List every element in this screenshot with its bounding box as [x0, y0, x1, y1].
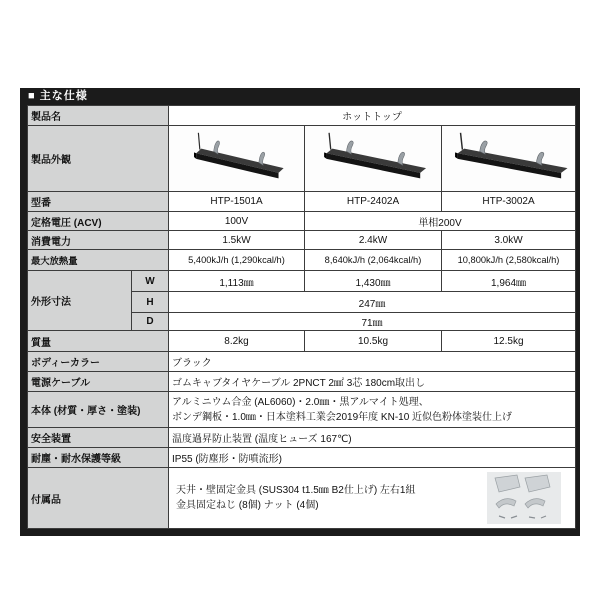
product-image-htp-2402a [305, 126, 442, 192]
heat-output-label: 最大放熱量 [28, 250, 169, 271]
power-value-1: 1.5kW [169, 231, 305, 250]
model-value-2: HTP-2402A [305, 192, 442, 212]
power-value-2: 2.4kW [305, 231, 442, 250]
safety-device-label: 安全装置 [28, 428, 169, 448]
dimensions-label: 外形寸法 [28, 271, 132, 331]
row-ip-rating [28, 448, 576, 468]
power-value-3: 3.0kW [442, 231, 576, 250]
dimension-w-value-1: 1,113㎜ [169, 271, 305, 292]
model-label: 型番 [28, 192, 169, 212]
row-weight [28, 331, 576, 352]
heat-output-value-3: 10,800kJ/h (2,580kcal/h) [442, 250, 576, 271]
row-heat-output [28, 250, 576, 271]
row-model [28, 192, 576, 212]
accessories-value [169, 468, 576, 529]
dimension-h-value: 247㎜ [169, 292, 576, 313]
product-name-label: 製品名 [28, 106, 169, 126]
spec-table [27, 105, 576, 529]
dimension-w-value-3: 1,964㎜ [442, 271, 576, 292]
row-product-name [28, 106, 576, 126]
voltage-value-1: 100V [169, 212, 305, 231]
heat-output-value-1: 5,400kJ/h (1,290kcal/h) [169, 250, 305, 271]
heater-illustration-large-icon [445, 130, 573, 184]
row-dimensions-w [28, 271, 576, 292]
safety-device-value: 温度過昇防止装置 (温度ヒューズ 167℃) [169, 428, 576, 448]
voltage-value-2: 単相200V [305, 212, 576, 231]
heater-illustration-small-icon [186, 130, 288, 184]
row-body-color [28, 352, 576, 372]
accessories-label: 付属品 [28, 468, 169, 529]
power-cable-value: ゴムキャブタイヤケーブル 2PNCT 2㎟ 3芯 180cm取出し [169, 372, 576, 392]
body-material-label: 本体 (材質・厚さ・塗装) [28, 392, 169, 428]
panel-title: ■ 主な仕様 [28, 90, 88, 102]
row-accessories [28, 468, 576, 529]
row-appearance [28, 126, 576, 192]
ip-rating-label: 耐塵・耐水保護等級 [28, 448, 169, 468]
body-material-value [169, 392, 576, 428]
heater-illustration-medium-icon [315, 130, 431, 184]
product-image-htp-1501a [169, 126, 305, 192]
product-name-value: ホットトップ [169, 106, 576, 126]
model-value-1: HTP-1501A [169, 192, 305, 212]
product-image-htp-3002a [442, 126, 576, 192]
dimension-d-label: D [132, 313, 169, 331]
accessories-line1: 天井・壁固定金具 (SUS304 t1.5㎜ B2仕上げ) 左右1組 [176, 485, 416, 496]
dimension-h-label: H [132, 292, 169, 313]
accessories-line2: 金具固定ねじ (8個) ナット (4個) [176, 500, 319, 511]
row-safety-device [28, 428, 576, 448]
dimension-w-label: W [132, 271, 169, 292]
dimension-w-value-2: 1,430㎜ [305, 271, 442, 292]
power-label: 消費電力 [28, 231, 169, 250]
row-voltage [28, 212, 576, 231]
row-body-material [28, 392, 576, 428]
body-color-value: ブラック [169, 352, 576, 372]
accessories-image [487, 472, 561, 524]
voltage-label: 定格電圧 (ACV) [28, 212, 169, 231]
dimension-d-value: 71㎜ [169, 313, 576, 331]
body-material-line1: アルミニウム合金 (AL6060)・2.0㎜・黒アルマイト処理、 [172, 396, 429, 408]
appearance-label: 製品外観 [28, 126, 169, 192]
body-material-line2: ボンデ鋼板・1.0㎜・日本塗料工業会2019年度 KN-10 近似色粉体塗装仕上げ [172, 411, 513, 423]
row-power-cable [28, 372, 576, 392]
mounting-bracket-icon [487, 472, 561, 524]
weight-value-1: 8.2kg [169, 331, 305, 352]
accessories-text [176, 483, 416, 513]
weight-value-2: 10.5kg [305, 331, 442, 352]
model-value-3: HTP-3002A [442, 192, 576, 212]
heat-output-value-2: 8,640kJ/h (2,064kcal/h) [305, 250, 442, 271]
ip-rating-value: IP55 (防塵形・防噴流形) [169, 448, 576, 468]
spec-panel [20, 88, 580, 536]
weight-label: 質量 [28, 331, 169, 352]
weight-value-3: 12.5kg [442, 331, 576, 352]
body-color-label: ボディーカラー [28, 352, 169, 372]
power-cable-label: 電源ケーブル [28, 372, 169, 392]
row-power [28, 231, 576, 250]
